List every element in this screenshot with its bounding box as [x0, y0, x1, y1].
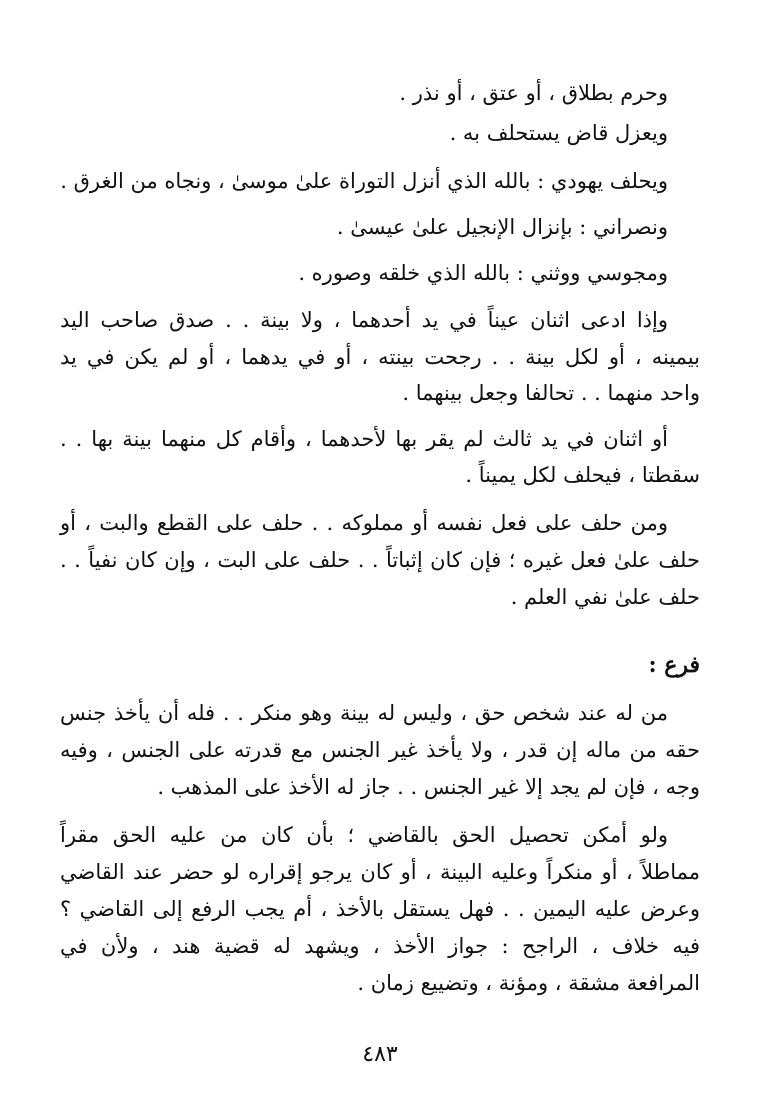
paragraph-line: ومن حلف على فعل نفسه أو مملوكه . . حلف على القطع والبت ، أو — [60, 511, 668, 535]
paragraph-line: وجه ، فإن لم يجد إلا غير الجنس . . جاز له الأخذ على المذهب . — [157, 775, 700, 799]
paragraph-line: واحد منهما . . تحالفا وجعل بينهما . — [402, 381, 700, 405]
page-number: ٤٨٣ — [362, 1042, 398, 1067]
paragraph-line: المرافعة مشقة ، ومؤنة ، وتضييع زمان . — [357, 971, 700, 995]
paragraph-line: من له عند شخص حق ، وليس له بينة وهو منكر . . فله أن يأخذ جنس — [60, 701, 668, 725]
paragraph-line: حقه من ماله إن قدر ، ولا يأخذ غير الجنس مع قدرته على الجنس ، وفيه — [60, 738, 700, 762]
text-line: ونصراني : بإنزال الإنجيل علىٰ عيسىٰ . — [336, 215, 668, 239]
paragraph-line: أو اثنان في يد ثالث لم يقر بها لأحدهما ، وأقام كل منهما بينة بها . . — [60, 427, 668, 451]
paragraph-line: ولو أمكن تحصيل الحق بالقاضي ؛ بأن كان من عليه الحق مقراً — [60, 823, 668, 847]
text-line: وحرم بطلاق ، أو عتق ، أو نذر . — [399, 81, 668, 105]
paragraph-line: بيمينه ، أو لكل بينة . . رجحت بينته ، أو في يدهما ، أو لم يكن في يد — [60, 345, 700, 369]
paragraph-line: وإذا ادعى اثنان عيناً في يد أحدهما ، ولا بينة . . صدق صاحب اليد — [60, 308, 668, 332]
text-line: ويحلف يهودي : بالله الذي أنزل التوراة علىٰ موسىٰ ، ونجاه من الغرق . — [60, 169, 668, 193]
text-line: ويعزل قاض يستحلف به . — [449, 121, 668, 145]
section-heading: فرع : — [648, 652, 700, 678]
paragraph-line: وعرض عليه اليمين . . فهل يستقل بالأخذ ، أم يجب الرفع إلى القاضي ؟ — [60, 897, 700, 921]
paragraph-line: سقطتا ، فيحلف لكل يميناً . — [465, 463, 700, 487]
paragraph-line: فيه خلاف ، الراجح : جواز الأخذ ، ويشهد له قضية هند ، ولأن في — [60, 934, 700, 958]
paragraph-line: مماطلاً ، أو منكراً وعليه البينة ، أو كان يرجو إقراره لو حضر عند القاضي — [60, 860, 700, 884]
paragraph-line: حلف علىٰ نفي العلم . — [510, 585, 700, 609]
paragraph-line: حلف علىٰ فعل غيره ؛ فإن كان إثباتاً . . حلف على البت ، وإن كان نفياً . . — [60, 548, 700, 572]
text-line: ومجوسي ووثني : بالله الذي خلقه وصوره . — [298, 261, 668, 285]
